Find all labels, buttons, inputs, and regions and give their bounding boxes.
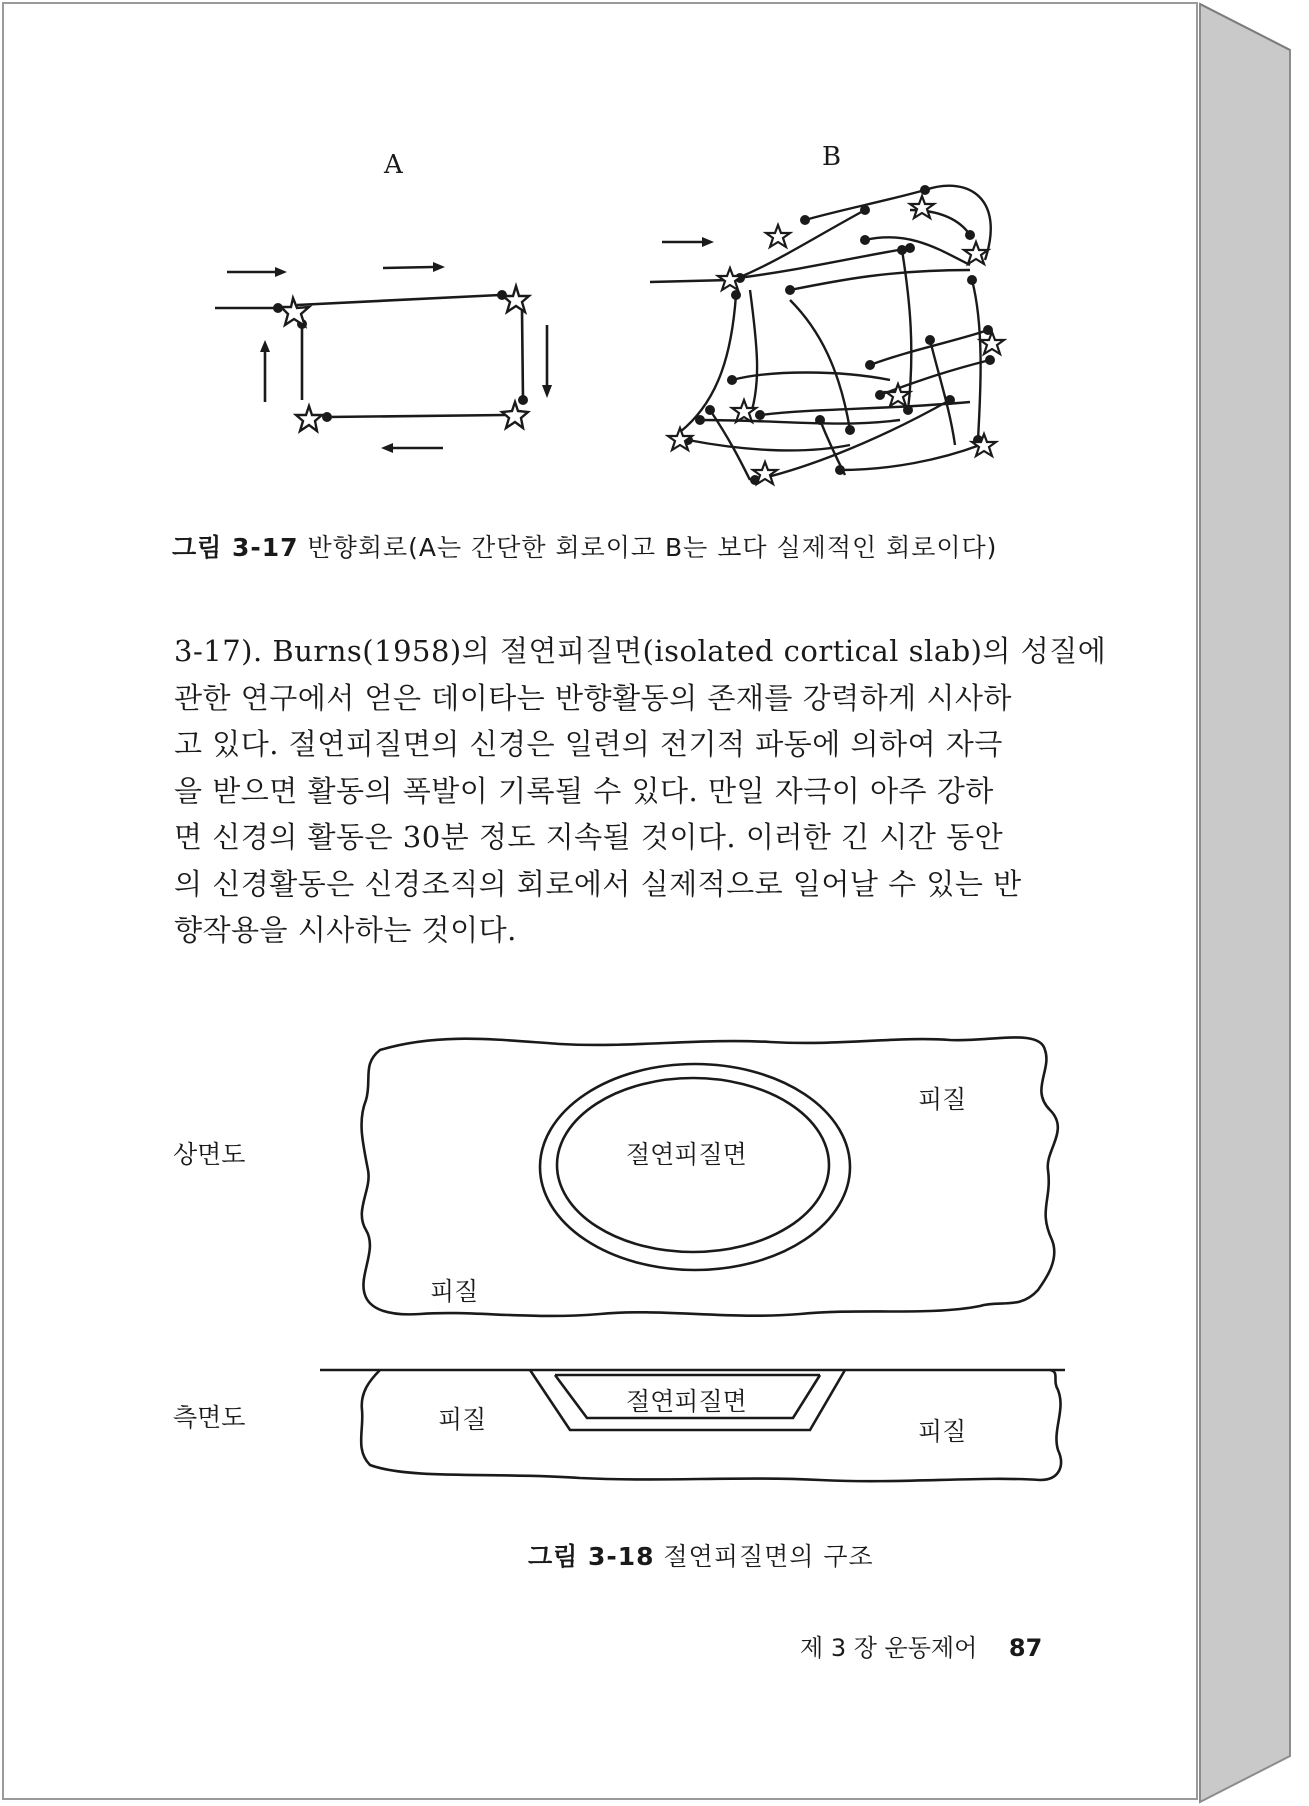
figure-3-18-caption	[528, 1537, 874, 1573]
chapter-title: 제 3 장 운동제어	[800, 1634, 978, 1662]
page-footer	[800, 1628, 1042, 1663]
figure-3-17-caption-text: 반향회로(A는 간단한 회로이고 B는 보다 실제적인 회로이다)	[307, 533, 998, 562]
panel-a-label: A	[384, 150, 403, 180]
top-view-label: 상면도	[173, 1140, 246, 1169]
slab-label-top-view: 절연피질면	[626, 1140, 747, 1169]
cortex-label-side-left: 피질	[438, 1405, 487, 1434]
realistic-reverberating-circuit	[640, 170, 1020, 500]
body-line: 면 신경의 활동은 30분 정도 지속될 것이다. 이러한 긴 시간 동안	[174, 820, 1004, 854]
figure-3-18-caption-text: 절연피질면의 구조	[663, 1542, 874, 1571]
body-paragraph	[174, 628, 1107, 954]
body-line: 3-17). Burns(1958)의 절연피질면(isolated cortical slab)의 성질에	[174, 634, 1107, 668]
cortex-label-side-right: 피질	[918, 1417, 967, 1446]
body-line: 향작용을 시사하는 것이다.	[174, 913, 517, 947]
cortex-label-top-left: 피질	[430, 1277, 479, 1306]
figure-3-18-caption-number: 그림 3-18	[528, 1542, 655, 1571]
figure-3-17-caption-number: 그림 3-17	[172, 533, 299, 562]
slab-label-side-view: 절연피질면	[626, 1387, 747, 1416]
body-line: 의 신경활동은 신경조직의 회로에서 실제적으로 일어날 수 있는 반	[174, 866, 1022, 901]
body-line: 을 받으면 활동의 폭발이 기록될 수 있다. 만일 자극이 아주 강하	[174, 773, 994, 808]
panel-b-label: B	[822, 142, 842, 172]
body-line: 관한 연구에서 얻은 데이타는 반향활동의 존재를 강력하게 시사하	[174, 680, 1012, 715]
side-view-label: 측면도	[173, 1403, 246, 1432]
page-number: 87	[1008, 1634, 1043, 1662]
figure-3-17-caption	[172, 528, 997, 564]
simple-reverberating-circuit	[205, 250, 565, 470]
body-line: 고 있다. 절연피질면의 신경은 일련의 전기적 파동에 의하여 자극	[174, 727, 1003, 761]
cortex-label-top-right: 피질	[918, 1085, 967, 1114]
